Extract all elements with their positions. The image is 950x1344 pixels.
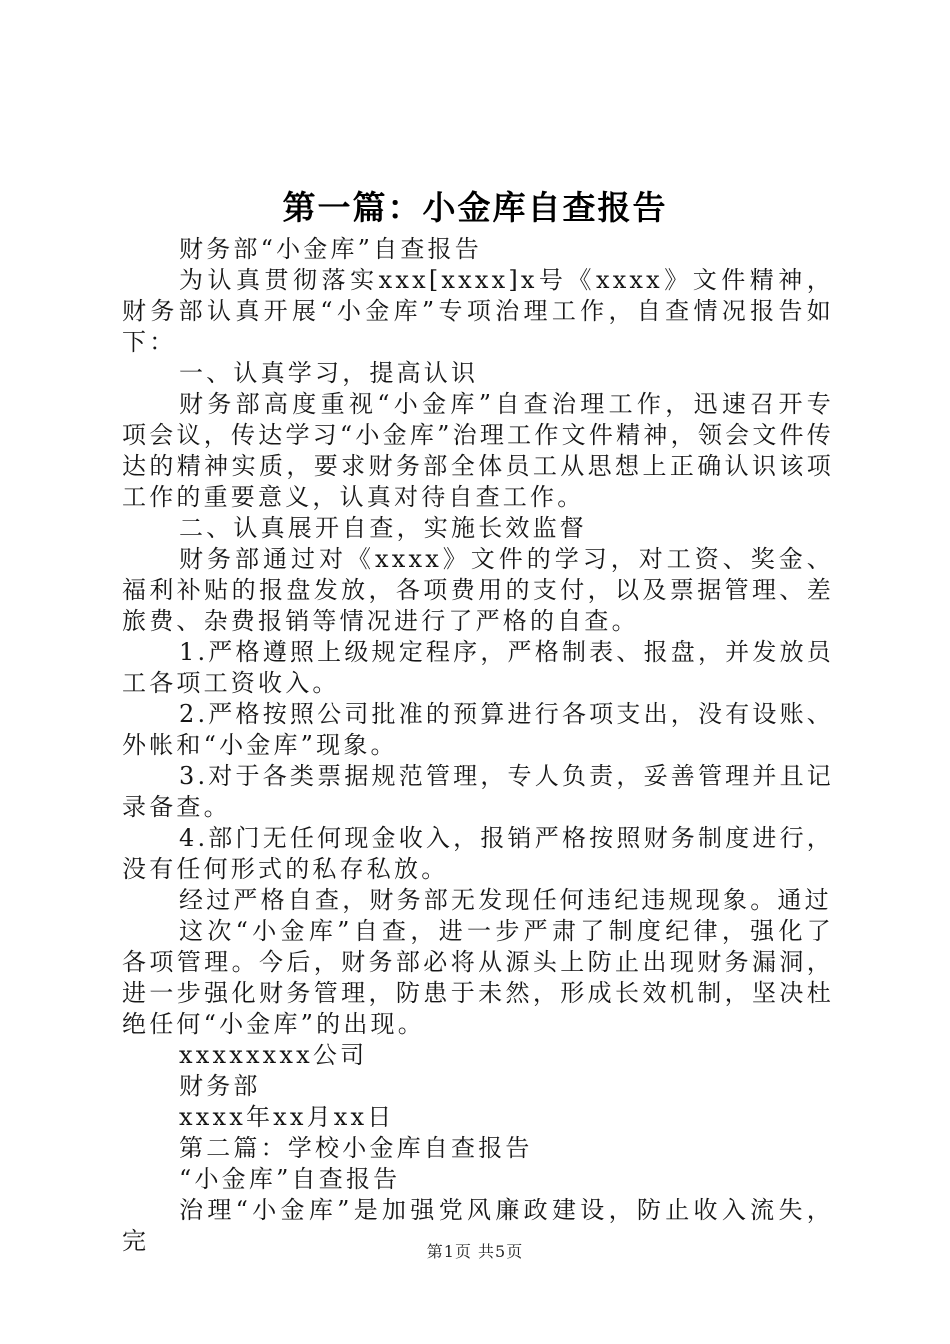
document-body	[122, 234, 834, 1257]
paragraph-conclusion-1: 经过严格自查，财务部无发现任何违纪违规现象。通过	[179, 886, 832, 914]
list-item-2: 2.严格按照公司批准的预算进行各项支出，没有设账、外帐和“小金库”现象。	[122, 700, 834, 759]
second-article-title: 第二篇：学校小金库自查报告	[179, 1134, 533, 1162]
document-title: 第一篇：小金库自查报告	[282, 188, 668, 227]
paragraph-section-2: 财务部通过对《xxxx》文件的学习，对工资、奖金、福利补贴的报盘发放，各项费用的支付，以及票据管理、差旅费、杂费报销等情况进行了严格的自查。	[122, 545, 834, 635]
section-heading-1: 一、认真学习，提高认识	[179, 359, 479, 387]
paragraph-section-1: 财务部高度重视“小金库”自查治理工作，迅速召开专项会议，传达学习“小金库”治理工作文件精神，领会文件传达的精神实质，要求财务部全体员工从思想上正确认识该项工作的重要意义，认真对待自查工作。	[122, 390, 834, 511]
second-article-subtitle: “小金库”自查报告	[179, 1165, 401, 1193]
list-item-4: 4.部门无任何现金收入，报销严格按照财务制度进行，没有任何形式的私存私放。	[122, 824, 834, 883]
list-item-1: 1.严格遵照上级规定程序，严格制表、报盘，并发放员工各项工资收入。	[122, 638, 834, 697]
section-heading-2: 二、认真展开自查，实施长效监督	[179, 514, 587, 542]
paragraph-subtitle: 财务部“小金库”自查报告	[179, 235, 482, 263]
signature-date: xxxx年xx月xx日	[179, 1103, 395, 1131]
signature-department: 财务部	[179, 1072, 261, 1100]
second-article-paragraph: 治理“小金库”是加强党风廉政建设，防止收入流失，完	[122, 1196, 834, 1255]
list-item-3: 3.对于各类票据规范管理，专人负责，妥善管理并且记录备查。	[122, 762, 834, 821]
signature-company: xxxxxxxx公司	[179, 1041, 368, 1069]
paragraph-intro: 为认真贯彻落实xxx[xxxx]x号《xxxx》文件精神，财务部认真开展“小金库”专项治理工作，自查情况报告如下：	[122, 266, 834, 356]
page-indicator: 第1页 共5页	[426, 1242, 524, 1261]
paragraph-conclusion-2: 这次“小金库”自查，进一步严肃了制度纪律，强化了各项管理。今后，财务部必将从源头上防止出现财务漏洞，进一步强化财务管理，防患于未然，形成长效机制，坚决杜绝任何“小金库”的出现。	[122, 917, 834, 1038]
